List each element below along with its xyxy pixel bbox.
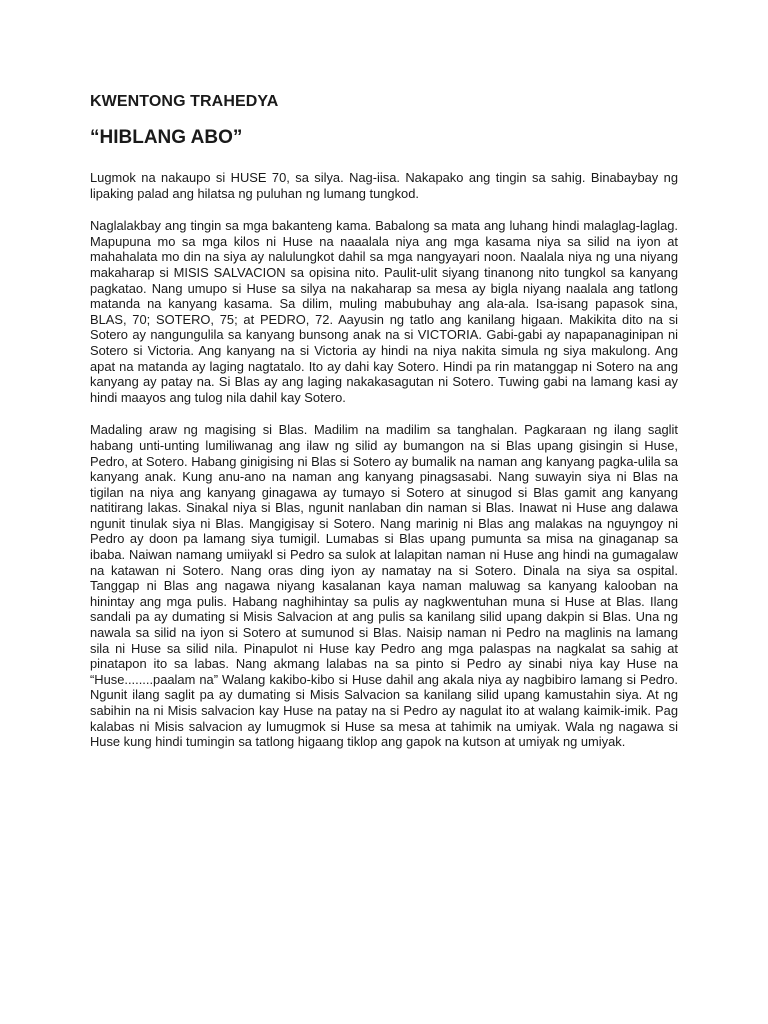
story-title: “HIBLANG ABO” [90,127,243,148]
paragraph-3: Madaling araw ng magising si Blas. Madilim na madilim sa tanghalan. Pagkaraan ng ilang saglit habang unti-unting lumiliwanag ang ilaw ng silid ay bumangon na si Blas upang gisingin si Huse, Pedro, at Sotero. Habang ginigising ni Blas si Sotero ay bumalik na naman ang kanyang pagka-ulila sa kanyang anak. Kung anu-ano na naman ang kanyang pinagsasabi. Nang suwayin siya ni Blas na tigilan na niya ang kanyang ginagawa ay tumayo si Sotero at sinugod si Blas gamit ang kanyang natitirang lakas. Sinakal niya si Blas, ngunit nanlaban din naman si Blas. Inawat ni Huse ang dalawa ngunit tinulak siya ni Blas. Mangigisay si Sotero. Nang marinig ni Blas ang malakas na nguyngoy ni Pedro ay doon pa lamang siya tumigil. Lumabas si Blas upang pumunta sa misa na ginaganap sa ibaba. Naiwan namang umiiyakl si Pedro sa sulok at lalapitan naman ni Huse ang hindi na gumagalaw na katawan ni Sotero. Nang oras ding iyon ay namatay na si Sotero. Dinala na siya sa ospital. Tanggap ni Blas ang nagawa niyang kasalanan kaya naman maluwag sa kanyang kalooban na hinintay ang mga pulis. Habang naghihintay sa pulis ay nagkwentuhan muna si Huse at Blas. Ilang sandali pa ay dumating si Misis Salvacion at ang pulis sa kanilang silid upang dakpin si Blas. Una ng nawala sa silid na iyon si Sotero at sumunod si Blas. Naisip naman ni Pedro na maglinis na lamang sila ni Huse sa silid nila. Pinapulot ni Huse kay Pedro ang mga palaspas na nagkalat sa sahig at pinatapon ito sa labas. Nang akmang lalabas na sa pinto si Pedro ay sinabi niya kay Huse na “Huse........paalam na” Walang kakibo-kibo si Huse dahil ang akala niya ay nagbibiro lamang si Pedro. Ngunit ilang saglit pa ay dumating si Misis Salvacion sa kanilang silid upang kamustahin siya. At ng sabihin na ni Misis salvacion kay Huse na patay na si Pedro ay nagulat ito at walang kaimik-imik. Pag kalabas ni Misis salvacion ay lumugmok si Huse sa mesa at tahimik na umiyak. Wala ng nagawa si Huse kung hindi tumingin sa tatlong higaang tiklop ang gapok na kutson at umiyak ng umiyak. [90,422,678,750]
story-genre-heading: KWENTONG TRAHEDYA [90,93,279,110]
document-page [90,92,678,767]
paragraph-1: Lugmok na nakaupo si HUSE 70, sa silya. Nag-iisa. Nakapako ang tingin sa sahig. Binabaybay ng lipaking palad ang hilatsa ng puluhan ng lumang tungkod. [90,170,678,201]
paragraph-2: Naglalakbay ang tingin sa mga bakanteng kama. Babalong sa mata ang luhang hindi malaglag-laglag. Mapupuna mo sa mga kilos ni Huse na naaalala niya ang mga kasama niya sa silid na iyon at mahahalata mo din na siya ay nalulungkot dahil sa mga nangyayari noon. Naalala niya ng una niyang makaharap si MISIS SALVACION sa opisina nito. Paulit-ulit siyang tinanong nito tungkol sa kanyang pagkatao. Nang umupo si Huse sa silya na nakaharap sa mesa ay bigla niyang naalala ang tatlong matanda na kanyang kasama. Sa dilim, muling mabubuhay ang ala-ala. Isa-isang papasok sina, BLAS, 70; SOTERO, 75; at PEDRO, 72. Aayusin ng tatlo ang kanilang higaan. Makikita dito na si Sotero ay nangungulila sa kanyang bunsong anak na si VICTORIA. Gabi-gabi ay napapanaginipan ni Sotero si Victoria. Ang kanyang na si Victoria ay hindi na niya nakita simula ng siya makulong. Ang apat na matanda ay laging nagtatalo. Ito ay dahi kay Sotero. Hindi pa rin matanggap ni Sotero na ang kanyang ay patay na. Si Blas ay ang laging nakakasagutan ni Sotero. Tuwing gabi na lamang kasi ay hindi maayos ang tulog nila dahil kay Sotero. [90,218,678,405]
